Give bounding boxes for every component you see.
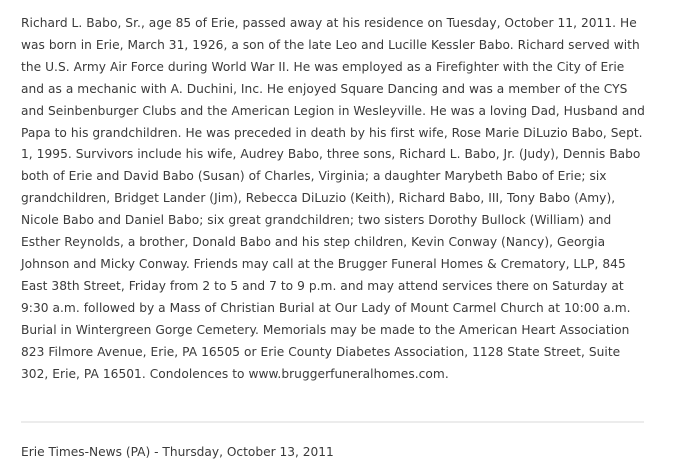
divider	[21, 421, 644, 423]
obituary-text: Richard L. Babo, Sr., age 85 of Erie, passed away at his residence on Tuesday, October 11, 2011. He was born in Erie, March 31, 1926, a son of the late Leo and Lucille Kessler Babo. Richard served with the U.S. Army Air Force during World War II. He was employed as a Firefighter with the City of Erie and as a mechanic with A. Duchini, Inc. He enjoyed Square Dancing and was a member of the CYS and Seinbenburger Clubs and the American Legion in Wesleyville. He was a loving Dad, Husband and Papa to his grandchildren. He was preceded in death by his first wife, Rose Marie DiLuzio Babo, Sept. 1, 1995. Survivors include his wife, Audrey Babo, three sons, Richard L. Babo, Jr. (Judy), Dennis Babo both of Erie and David Babo (Susan) of Charles, Virginia; a daughter Marybeth Babo of Erie; six grandchildren, Bridget Lander (Jim), Rebecca DiLuzio (Keith), Richard Babo, III, Tony Babo (Amy), Nicole Babo and Daniel Babo; six great grandchildren; two sisters Dorothy Bullock (William) and Esther Reynolds, a brother, Donald Babo and his step children, Kevin Conway (Nancy), Georgia Johnson and Micky Conway. Friends may call at the Brugger Funeral Homes & Crematory, LLP, 845 East 38th Street, Friday from 2 to 5 and 7 to 9 p.m. and may attend services there on Saturday at 9:30 a.m. followed by a Mass of Christian Burial at Our Lady of Mount Carmel Church at 10:00 a.m. Burial in Wintergreen Gorge Cemetery. Memorials may be made to the American Heart Association 823 Filmore Avenue, Erie, PA 16505 or Erie County Diabetes Association, 1128 State Street, Suite 302, Erie, PA 16501. Condolences to www.bruggerfuneralhomes.com.	[21, 16, 645, 381]
publication-source: Erie Times-News (PA) - Thursday, October 13, 2011	[21, 445, 334, 459]
